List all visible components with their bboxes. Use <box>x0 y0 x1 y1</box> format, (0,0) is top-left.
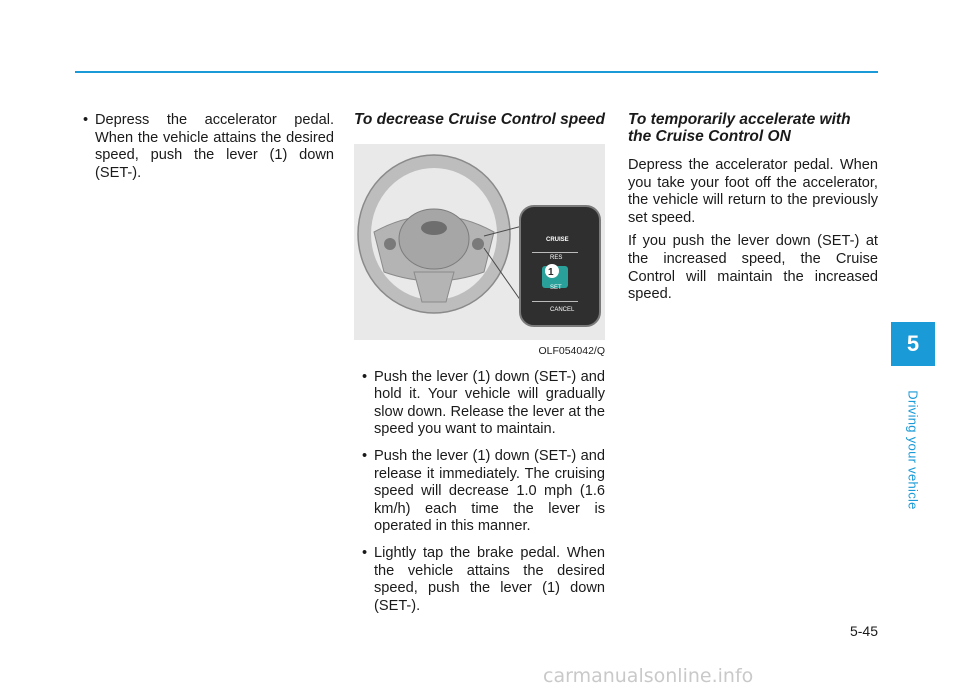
figure-caption: OLF054042/Q <box>538 345 605 357</box>
lever-number-label: 1 <box>548 267 554 278</box>
cruise-button-label: CRUISE <box>546 237 569 243</box>
column-left <box>75 112 334 191</box>
paragraph: Depress the accelerator pedal. When you take your foot off the accelerator, the vehicle will return to the previously set speed. <box>628 157 878 226</box>
steering-wheel-figure <box>354 144 605 340</box>
watermark: carmanualsonline.info <box>543 665 754 687</box>
res-label: RES <box>550 255 563 261</box>
section-heading: To temporarily accelerate with the Cruise Control ON <box>628 111 851 145</box>
page-number: 5-45 <box>849 623 878 639</box>
paragraph: If you push the lever down (SET-) at the increased speed, the Cruise Control will maintain the increased speed. <box>628 233 878 303</box>
chapter-label: Driving your vehicle <box>905 390 921 510</box>
bullet-item: • Depress the accelerator pedal. When the vehicle attains the desired speed, push the lever (1) down (SET-). <box>75 112 334 182</box>
column-middle <box>354 111 605 624</box>
header-rule <box>75 71 878 73</box>
section-heading: To decrease Cruise Control speed <box>354 111 605 128</box>
cancel-label: CANCEL <box>550 307 575 313</box>
bullet-item: • Push the lever (1) down (SET-) and hold it. Your vehicle will gradually slow down. Release the lever at the speed you want to maintain. <box>354 369 605 439</box>
bullet-item: • Lightly tap the brake pedal. When the vehicle attains the desired speed, push the lever (1) down (SET-). <box>354 545 605 615</box>
bullet-item: • Push the lever (1) down (SET-) and release it immediately. The cruising speed will decrease 1.0 mph (1.6 km/h) each time the lever is operated in this manner. <box>354 448 605 536</box>
chapter-tab[interactable]: 5 <box>891 322 935 366</box>
column-right <box>628 111 878 310</box>
set-label: SET <box>550 285 562 291</box>
